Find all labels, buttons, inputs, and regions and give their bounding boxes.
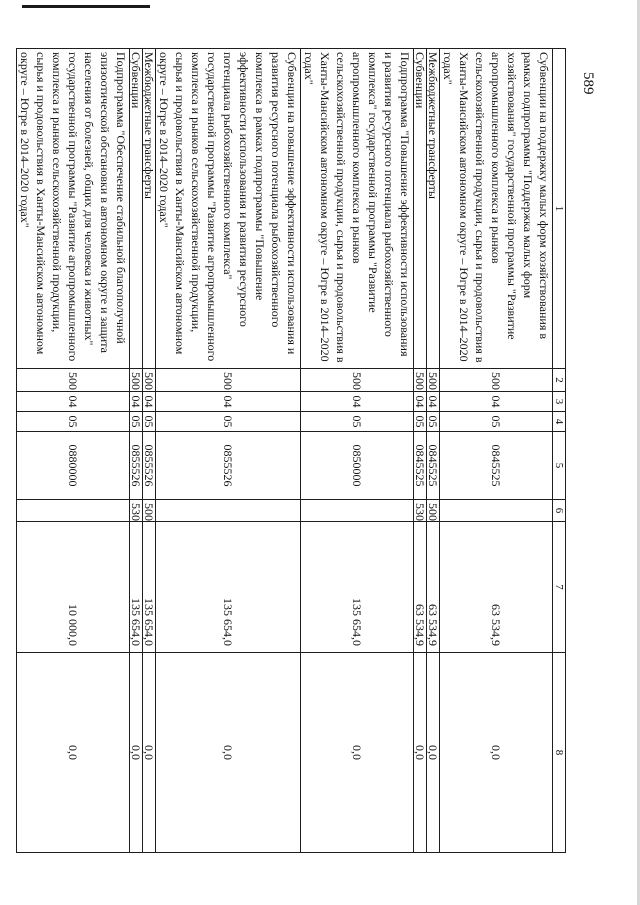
- section-code-cell: 04: [440, 392, 553, 412]
- row-name-cell: Субвенции на поддержку малых форм хозяйствования в рамках подпрограммы "Поддержка малых форм хозяйствования" государственной программы "Развитие агропромышленного комплекса и рынков сельскохозяйственной продукции, сырья и продовольствия в Ханты-Мансийском автономном округе – Югре в 2014–2020 годах": [440, 49, 553, 369]
- header-cell: 4: [553, 412, 566, 432]
- expense-type-cell: [156, 500, 301, 522]
- row-name-cell: Субвенции: [414, 49, 427, 369]
- page-number: 589: [580, 72, 596, 95]
- amount-cell: 135 654,0: [301, 522, 414, 653]
- federal-amount-cell: 0,0: [17, 653, 130, 853]
- admin-code-cell: 500: [427, 369, 440, 392]
- federal-amount-cell: 0,0: [440, 653, 553, 853]
- expense-type-cell: [17, 500, 130, 522]
- amount-cell: 135 654,0: [143, 522, 156, 653]
- section-code-cell: 04: [17, 392, 130, 412]
- header-row: [553, 49, 566, 853]
- federal-amount-cell: 0,0: [414, 653, 427, 853]
- header-cell: 2: [553, 369, 566, 392]
- target-article-cell: 0855526: [143, 432, 156, 500]
- amount-cell: 63 534,9: [440, 522, 553, 653]
- admin-code-cell: 500: [156, 369, 301, 392]
- amount-cell: 63 534,9: [427, 522, 440, 653]
- scan-top-edge: [0, 0, 640, 12]
- expense-type-cell: 530: [130, 500, 143, 522]
- row-name-cell: Межбюджетные трансферты: [143, 49, 156, 369]
- amount-cell: 10 000,0: [17, 522, 130, 653]
- subsection-code-cell: 05: [440, 412, 553, 432]
- table-row: [143, 49, 156, 853]
- section-code-cell: 04: [301, 392, 414, 412]
- header-cell: 5: [553, 432, 566, 500]
- section-code-cell: 04: [427, 392, 440, 412]
- federal-amount-cell: 0,0: [301, 653, 414, 853]
- admin-code-cell: 500: [130, 369, 143, 392]
- expense-type-cell: 500: [427, 500, 440, 522]
- row-name-cell: Межбюджетные трансферты: [427, 49, 440, 369]
- table-row: [156, 49, 301, 853]
- federal-amount-cell: 0,0: [130, 653, 143, 853]
- federal-amount-cell: 0,0: [143, 653, 156, 853]
- header-cell: 6: [553, 500, 566, 522]
- table-row: [301, 49, 414, 853]
- target-article-cell: 0845525: [440, 432, 553, 500]
- row-name-cell: Субвенции: [130, 49, 143, 369]
- row-name-cell: Подпрограмма "Повышение эффективности использования и развития ресурсного потенциала рыбохозяйственного комплекса" государственной программы "Развитие агропромышленного комплекса и рынков сельскохозяйственной продукции, сырья и продовольствия в Ханты-Мансийском автономном округе – Югре в 2014–2020 годах": [301, 49, 414, 369]
- table-row: [130, 49, 143, 853]
- table-row: [440, 49, 553, 853]
- table-row: [427, 49, 440, 853]
- subsection-code-cell: 05: [130, 412, 143, 432]
- header-cell: 8: [553, 653, 566, 853]
- target-article-cell: 0880000: [17, 432, 130, 500]
- header-cell: 7: [553, 522, 566, 653]
- subsection-code-cell: 05: [301, 412, 414, 432]
- federal-amount-cell: 0,0: [156, 653, 301, 853]
- section-code-cell: 04: [156, 392, 301, 412]
- admin-code-cell: 500: [414, 369, 427, 392]
- table-row: [414, 49, 427, 853]
- header-cell: 3: [553, 392, 566, 412]
- subsection-code-cell: 05: [414, 412, 427, 432]
- row-name-cell: Субвенции на повышение эффективности использования и развития ресурсного потенциала рыбохозяйственного комплекса в рамках подпрограммы "Повышение эффективности использования и развития ресурсного потенциала рыбохозяйственного комплекса" государственной программы "Развитие агропромышленного комплекса и рынков сельскохозяйственной продукции, сырья и продовольствия в Ханты-Мансийском автономном округе – Югре в 2014–2020 годах": [156, 49, 301, 369]
- budget-table: [16, 48, 566, 853]
- target-article-cell: 0850000: [301, 432, 414, 500]
- header-cell: 1: [553, 49, 566, 369]
- section-code-cell: 04: [143, 392, 156, 412]
- subsection-code-cell: 05: [17, 412, 130, 432]
- budget-table-rotated: [18, 48, 566, 852]
- expense-type-cell: [301, 500, 414, 522]
- amount-cell: 135 654,0: [130, 522, 143, 653]
- admin-code-cell: 500: [301, 369, 414, 392]
- table-row: [17, 49, 130, 853]
- target-article-cell: 0845525: [414, 432, 427, 500]
- expense-type-cell: [440, 500, 553, 522]
- admin-code-cell: 500: [17, 369, 130, 392]
- section-code-cell: 04: [130, 392, 143, 412]
- expense-type-cell: 500: [143, 500, 156, 522]
- target-article-cell: 0855526: [130, 432, 143, 500]
- federal-amount-cell: 0,0: [427, 653, 440, 853]
- expense-type-cell: 530: [414, 500, 427, 522]
- subsection-code-cell: 05: [156, 412, 301, 432]
- scan-top-rule: [22, 5, 150, 8]
- section-code-cell: 04: [414, 392, 427, 412]
- subsection-code-cell: 05: [427, 412, 440, 432]
- admin-code-cell: 500: [143, 369, 156, 392]
- target-article-cell: 0855526: [156, 432, 301, 500]
- row-name-cell: Подпрограмма "Обеспечение стабильной благополучной эпизоотической обстановки в автономном округе и защита населения от болезней, общих для человека и животных" государственной программы "Развитие агропромышленного комплекса и рынков сельскохозяйственной продукции, сырья и продовольствия в Ханты-Мансийском автономном округе – Югре в 2014–2020 годах": [17, 49, 130, 369]
- target-article-cell: 0845525: [427, 432, 440, 500]
- amount-cell: 135 654,0: [156, 522, 301, 653]
- admin-code-cell: 500: [440, 369, 553, 392]
- subsection-code-cell: 05: [143, 412, 156, 432]
- amount-cell: 63 534,9: [414, 522, 427, 653]
